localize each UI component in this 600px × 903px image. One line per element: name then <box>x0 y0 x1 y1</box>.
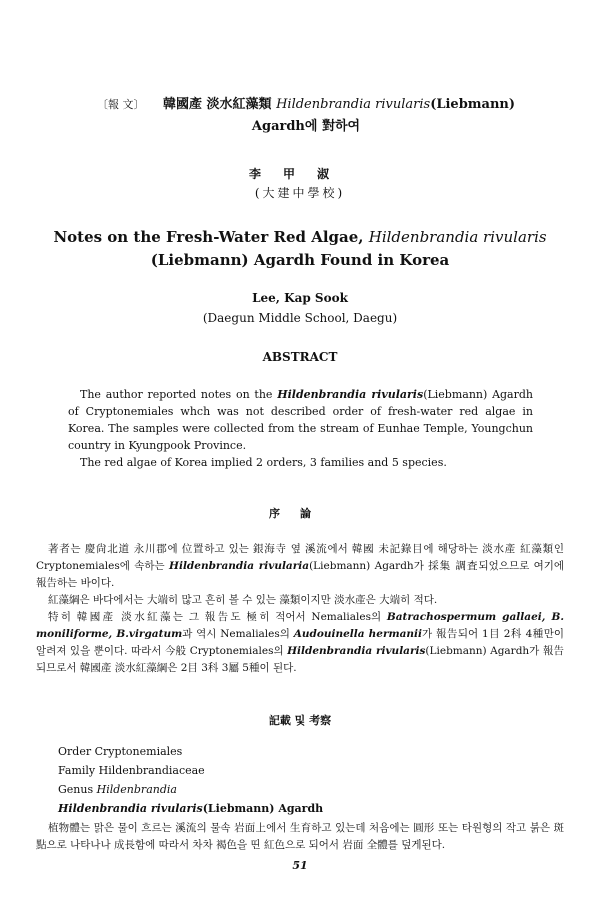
abstract-body <box>68 386 533 471</box>
abstract-heading: ABSTRACT <box>262 350 338 364</box>
intro-p3-b: 과 역시 Nemaliales의 <box>182 628 290 640</box>
intro-body <box>36 541 564 677</box>
english-title <box>40 226 560 272</box>
abstract-p1-end: (Liebmann) Agardh of Cryptonemiales whch was not described order of fresh-water red algae in Korea. The samples were collected from the stream of Eunhae Temple, Youngchun country in Kyungpook Province. <box>68 388 533 452</box>
taxonomy-species-author: (Liebmann) Agardh <box>202 802 324 815</box>
abstract-paragraph-2: The red algae of Korea implied 2 orders, 3 families and 5 species. <box>80 456 447 469</box>
records-heading: 記載 및 考察 <box>268 714 332 727</box>
intro-p3-d: (Liebmann) Agardh가 報告되므로서 韓國產 淡水紅藻綱은 2目 3科 3屬 5種이 된다. <box>36 645 564 674</box>
taxonomy-order: Order Cryptonemiales <box>58 745 183 758</box>
taxonomy-species <box>58 799 558 818</box>
intro-paragraph-3 <box>36 609 564 677</box>
intro-p1-start: 著者는 慶尙北道 永川郡에 位置하고 있는 銀海寺 옆 溪流에서 韓國 未記錄目에 해당하는 淡水產 紅藻類인 Cryptonemiales에 속하는 <box>36 543 564 572</box>
taxonomy-list <box>58 742 558 818</box>
page-number: 51 <box>292 859 308 872</box>
intro-paragraph-1 <box>36 541 564 592</box>
english-affiliation: (Daegun Middle School, Daegu) <box>202 311 398 325</box>
abstract-p1-species: Hildenbrandia rivularis <box>277 388 424 401</box>
intro-p3-a: 特히 韓國產 淡水紅藻는 그 報告도 極히 적어서 Nemaliales의 <box>48 611 382 623</box>
english-title-line2: (Liebmann) Agardh Found in Korea <box>150 251 450 269</box>
taxonomy-species-name: Hildenbrandia rivularis <box>58 802 203 815</box>
english-title-part1: Notes on the Fresh-Water Red Algae, <box>53 228 364 246</box>
intro-p1-end: (Liebmann) Agardh가 採集 調査되었으므로 여기에 報告하는 바이다. <box>36 560 565 589</box>
korean-title-prefix: 韓國產 淡水紅藻類 <box>163 97 272 112</box>
korean-title <box>36 94 576 138</box>
intro-heading: 序論 <box>269 507 331 520</box>
species-description <box>36 820 564 854</box>
korean-title-line1 <box>36 94 576 116</box>
taxonomy-family: Family Hildenbrandiaceae <box>58 764 205 777</box>
intro-p3-species-3: Hildenbrandia rivularis <box>287 645 426 657</box>
english-title-species: Hildenbrandia rivularis <box>368 228 547 246</box>
taxonomy-genus-name: Hildenbrandia <box>96 783 177 796</box>
english-title-line1 <box>40 226 560 249</box>
korean-affiliation: (大建中學校) <box>254 186 346 200</box>
korean-author: 李甲淑 <box>248 167 351 181</box>
intro-p3-species-2: Audouinella hermanii <box>293 628 423 640</box>
species-description-text: 植物體는 맑은 물이 흐르는 溪流의 물속 岩面上에서 生育하고 있는데 처음에는 圓形 또는 타원형의 작고 붉은 斑點으로 나타나나 成長함에 따라서 차차 褐色을 띤 紅色으로 되어서 岩面 全體를 덮게된다. <box>36 822 564 851</box>
taxonomy-genus-label: Genus <box>58 783 94 796</box>
intro-p1-species: Hildenbrandia rivularia <box>169 560 310 572</box>
intro-paragraph-2: 紅藻綱은 바다에서는 大端히 많고 흔히 볼 수 있는 藻類이지만 淡水產은 大端히 적다. <box>48 594 438 606</box>
taxonomy-genus <box>58 780 558 799</box>
korean-title-species: Hildenbrandia rivularis <box>276 97 431 112</box>
abstract-p1-start: The author reported notes on the <box>80 388 273 401</box>
article-type-tag: 〔報 文〕 <box>96 98 145 111</box>
korean-title-suffix: (Liebmann) <box>430 97 516 112</box>
intro-p3-species-1: Batrachospermum gallaei, B. moniliforme, B.virgatum <box>36 611 564 640</box>
korean-title-line2: Agardh에 對하여 <box>251 119 361 134</box>
abstract-paragraph-1 <box>68 386 533 454</box>
intro-p3-c: 가 報告되어 1目 2科 4種만이 알려져 있을 뿐이다. 따라서 今般 Cryptonemiales의 <box>36 628 565 657</box>
english-author: Lee, Kap Sook <box>252 291 348 305</box>
